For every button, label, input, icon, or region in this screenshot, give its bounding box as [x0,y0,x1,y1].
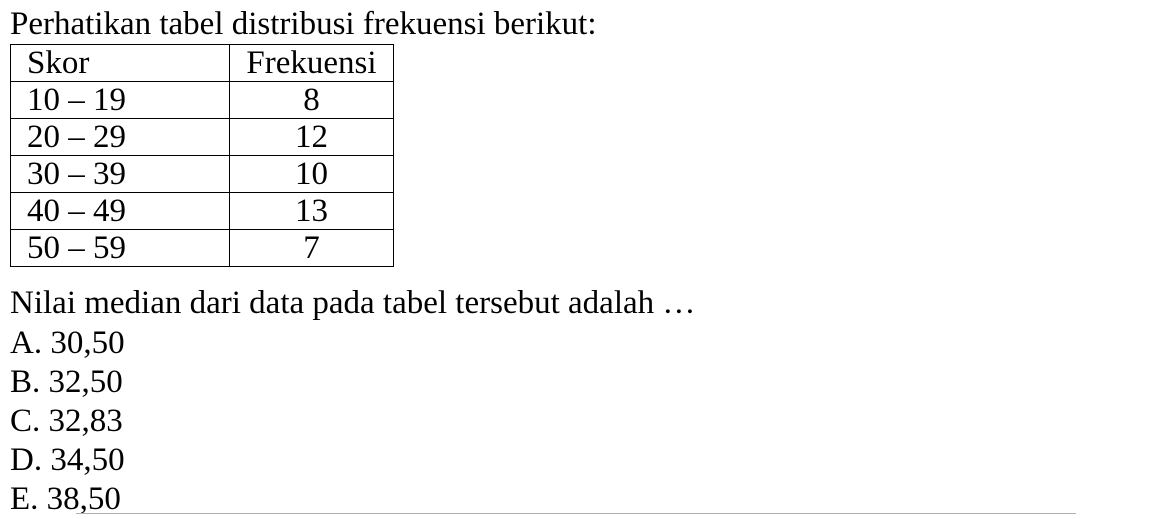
frekuensi-cell: 8 [230,82,394,119]
skor-cell: 20 – 29 [11,119,230,156]
answer-options [10,324,125,519]
table-row [11,119,394,156]
frequency-table [10,44,394,267]
header-frekuensi: Frekuensi [230,45,394,82]
frekuensi-cell: 10 [230,156,394,193]
option-e: E. 38,50 [10,481,121,517]
option-b: B. 32,50 [10,364,123,400]
skor-cell: 40 – 49 [11,193,230,230]
table-header-row [11,45,394,82]
frekuensi-cell: 12 [230,119,394,156]
table-row [11,193,394,230]
bottom-divider [76,513,1076,514]
table-row [11,156,394,193]
skor-cell: 30 – 39 [11,156,230,193]
frekuensi-cell: 7 [230,230,394,267]
skor-cell: 10 – 19 [11,82,230,119]
skor-cell: 50 – 59 [11,230,230,267]
option-c: C. 32,83 [10,403,123,439]
table-row [11,82,394,119]
question-text: Nilai median dari data pada tabel tersebut adalah … [10,285,696,321]
frekuensi-cell: 13 [230,193,394,230]
option-a: A. 30,50 [10,325,125,361]
table-row [11,230,394,267]
header-skor: Skor [11,45,230,82]
option-d: D. 34,50 [10,442,125,478]
intro-text: Perhatikan tabel distribusi frekuensi berikut: [10,6,597,42]
